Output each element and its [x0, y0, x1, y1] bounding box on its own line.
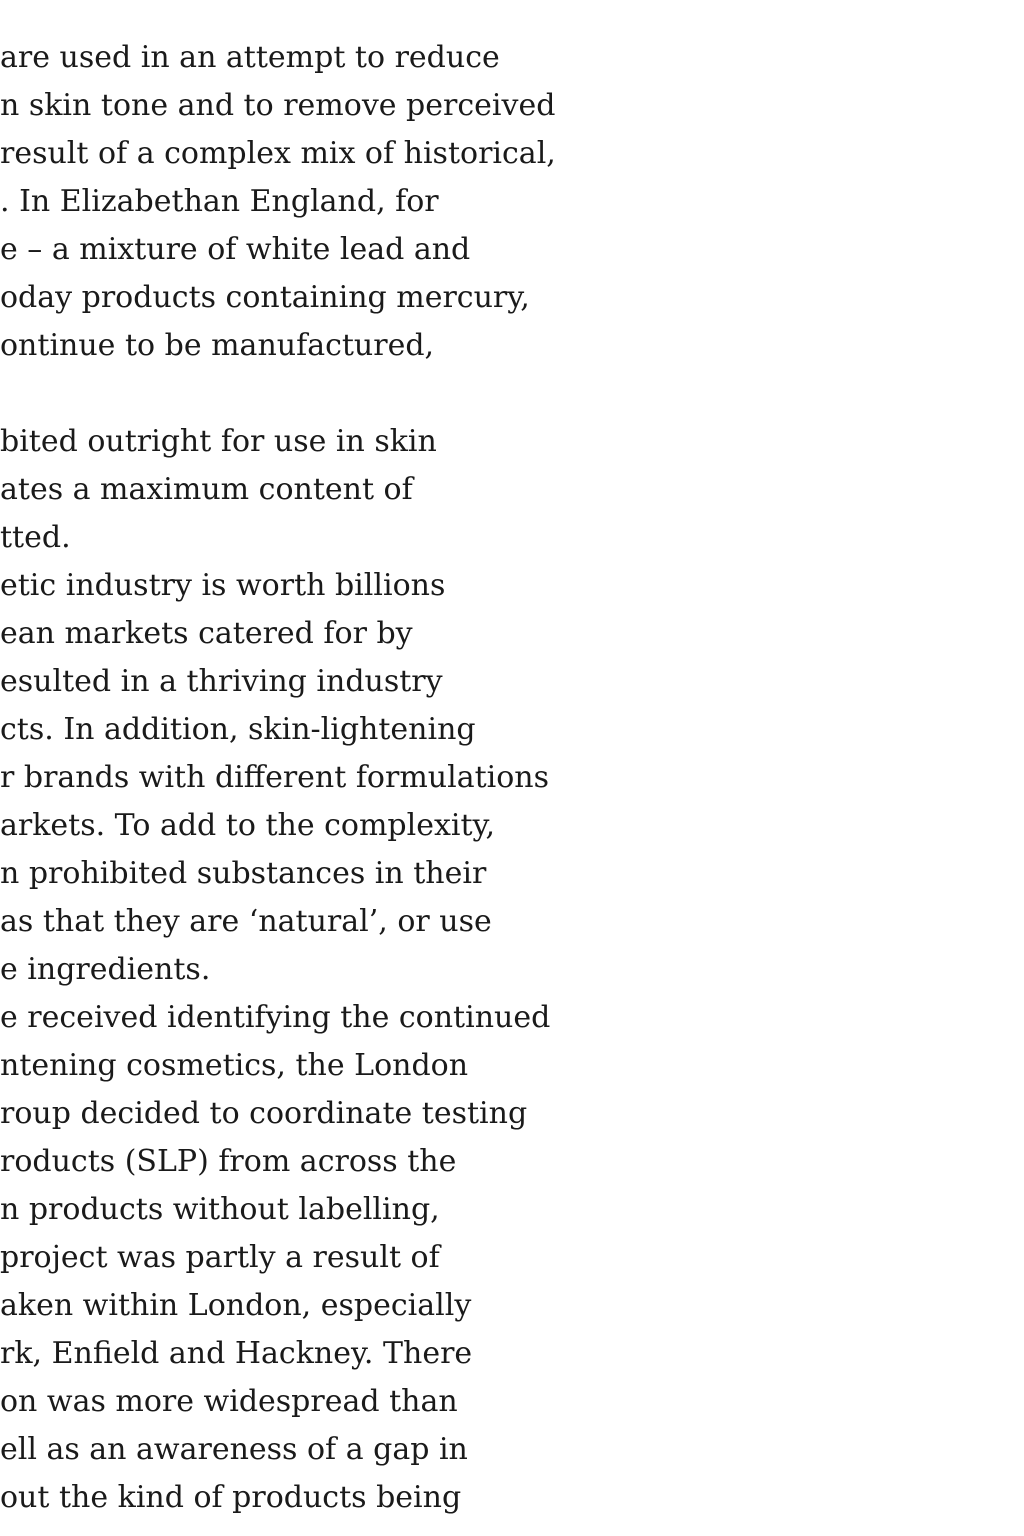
text-line: r brands with different formulations: [0, 760, 550, 795]
text-line: out the kind of products being: [0, 1480, 462, 1515]
body-text: [0, 34, 1024, 1522]
text-line: rk, Enfield and Hackney. There: [0, 1336, 473, 1371]
text-line: ntening cosmetics, the London: [0, 1048, 469, 1083]
text-line: bited outright for use in skin: [0, 424, 437, 459]
text-line: ontinue to be manufactured,: [0, 328, 435, 363]
text-line: esulted in a thriving industry: [0, 664, 443, 699]
text-line: ean markets catered for by: [0, 616, 413, 651]
text-line: roup decided to coordinate testing: [0, 1096, 528, 1131]
text-line: cts. In addition, skin-lightening: [0, 712, 476, 747]
text-line: as that they are ‘natural’, or use: [0, 904, 492, 939]
text-line: on was more widespread than: [0, 1384, 458, 1419]
text-line: n products without labelling,: [0, 1192, 440, 1227]
text-line: etic industry is worth billions: [0, 568, 446, 603]
text-line: are used in an attempt to reduce: [0, 40, 500, 75]
text-line: oday products containing mercury,: [0, 280, 530, 315]
text-line: ell as an awareness of a gap in: [0, 1432, 468, 1467]
text-line: e – a mixture of white lead and: [0, 232, 471, 267]
text-line: n prohibited substances in their: [0, 856, 487, 891]
text-line: n skin tone and to remove perceived: [0, 88, 556, 123]
text-line: e received identifying the continued: [0, 1000, 551, 1035]
text-line: result of a complex mix of historical,: [0, 136, 556, 171]
text-line: project was partly a result of: [0, 1240, 440, 1275]
paragraph-break: [0, 370, 1024, 418]
text-line: ates a maximum content of: [0, 472, 413, 507]
text-line: e ingredients.: [0, 952, 211, 987]
text-line: tted.: [0, 520, 71, 555]
text-line: aken within London, especially: [0, 1288, 472, 1323]
text-line: . In Elizabethan England, for: [0, 184, 439, 219]
text-line: arkets. To add to the complexity,: [0, 808, 496, 843]
text-line: roducts (SLP) from across the: [0, 1144, 457, 1179]
